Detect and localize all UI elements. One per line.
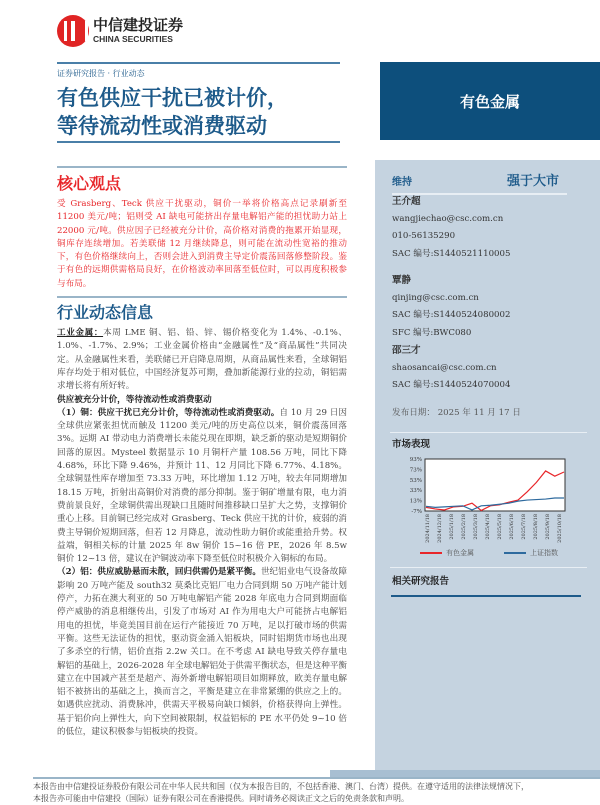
- analyst-email[interactable]: wangjiechao@csc.com.cn: [392, 213, 504, 224]
- y-tick-label: 33%: [409, 488, 422, 495]
- p1-label: 工业金属：: [57, 328, 104, 339]
- x-tick-label: 2025/4/18: [485, 514, 491, 540]
- analyst-email[interactable]: shaosancai@csc.com.cn: [392, 362, 497, 373]
- company-logo: [57, 12, 197, 50]
- analyst-phone: 010-56135290: [392, 231, 456, 241]
- x-tick-label: 2025/3/18: [473, 514, 479, 540]
- analyst-name: 覃静: [392, 275, 412, 286]
- divider: [57, 62, 340, 64]
- x-tick-label: 2025/10/18: [557, 514, 563, 543]
- y-tick-label: 93%: [409, 457, 422, 463]
- y-tick-label: 13%: [409, 498, 422, 505]
- legend-label: 上证指数: [530, 549, 558, 557]
- core-view-heading: 核心观点: [57, 174, 122, 193]
- market-chart: [395, 455, 575, 547]
- chart-legend: [420, 548, 558, 558]
- sub-heading: 供应被充分计价，等待流动性或消费驱动: [57, 394, 212, 405]
- x-tick-label: 2024/11/18: [425, 514, 431, 543]
- analyst-1: [392, 193, 572, 263]
- analyst-sac: SAC 编号:S1440521110005: [392, 248, 511, 259]
- legend-item: [420, 548, 474, 558]
- divider: [57, 296, 347, 298]
- y-tick-label: -7%: [411, 509, 422, 515]
- rating-value: 强于大市: [506, 174, 559, 189]
- disclaimer-line: 本报告由中信建投证券股份有限公司在中华人民共和国（仅为本报告目的，不包括香港、澳门、台湾）提供。在遵守适用的法律法规情况下，: [33, 782, 529, 791]
- x-tick-label: 2025/9/18: [545, 514, 551, 540]
- divider: [390, 432, 587, 433]
- divider: [57, 166, 347, 168]
- legend-swatch: [420, 552, 442, 554]
- analyst-2: [392, 272, 572, 395]
- x-tick-label: 2025/1/18: [449, 514, 455, 540]
- sector-box: 有色金属: [380, 62, 600, 140]
- market-heading: 市场表现: [392, 439, 431, 450]
- logo-icon: [57, 15, 89, 47]
- rating: [392, 170, 567, 195]
- p3-label: （2）铝：供应威胁悬而未散，回归供需仍是紧平衡。: [57, 567, 261, 578]
- analyst-sfc: SFC 编号:BWC080: [392, 327, 472, 338]
- x-tick-label: 2025/5/18: [497, 514, 503, 540]
- publish-date: 发布日期： 2025 年 11 月 17 日: [392, 408, 521, 418]
- divider: [390, 567, 587, 568]
- y-tick-label: 73%: [409, 467, 422, 474]
- logo-en: CHINA SECURITIES: [93, 34, 173, 45]
- legend-item: [504, 548, 558, 558]
- analyst-email[interactable]: qinjing@csc.com.cn: [392, 292, 479, 303]
- logo-cn: 中信建投证券: [93, 16, 184, 35]
- legend-swatch: [504, 552, 526, 554]
- p3-text: 世纪铝业电气设备故障影响 20 万吨产能及 south32 莫桑比克铝厂电力合同到期 50 万吨产能计划停产，力拓在澳大利亚的 50 万吨电解铝产能 2028 年底电力合同到期面临停产威胁的消息相继传出，引发了市场对 AI 作为用电大户可能挤占电解铝用电的担忧，毕竟美国目前在运行产能接近 70 万吨，足以打破市场的供需平衡。这些无法证伪的担忧，驱动资金涌入铝板块，同时铝期货市场也出现了多杀空的行情，铝价直指 2.2w 关口。在不考虑 AI 缺电导致关停存量电解铝的基础上，2026-2028 年全球电解铝处于供需平衡状态，但是这种平衡建立在中国减产甚至是超产、海外新增电解铝项目如期释放，欧美存量电解铝不被挤出的基础之上，换而言之，平衡是建立在非常紧绷的供应之上的。如遇供应扰动、消费脉冲，供需天平极易向缺口倾斜，价格获得向上弹性。基于铝价向上弹性大，向下空间被限制，权益铝标的 PE 水平仍处 9~10 倍的低位，建议积极参与铝板块的投资。: [57, 567, 348, 737]
- p1-text: 本周 LME 铜、铝、铅、锌、锡价格变化为 1.4%、-0.1%、1.0%、-1.7%、2.9%；工业金属价格由“金融属性”及“商品属性”共同决定。从金融属性来看，美联储已开启降息周期，从商品属性来看，全球铜铝库存均处于相对低位，中国经济复苏可期，叠加新能源行业的拉动，铜铝需求增长将有所好转。: [57, 328, 347, 392]
- plot-area: [425, 459, 565, 511]
- analyst-sac: SAC 编号:S1440524080002: [392, 310, 511, 320]
- x-tick-label: 2025/8/18: [533, 514, 539, 540]
- analyst-sac: SAC 编号:S1440524070004: [392, 380, 511, 390]
- footer-bar: [330, 770, 600, 777]
- industry-body: [57, 327, 347, 739]
- left-column: [57, 166, 347, 739]
- report-title: [57, 84, 288, 140]
- divider: [57, 141, 340, 143]
- x-tick-label: 2025/2/18: [461, 514, 467, 540]
- rating-label: 维持: [392, 177, 412, 188]
- x-tick-label: 2024/12/18: [437, 514, 443, 543]
- analyst-name: 邵三才: [392, 345, 421, 356]
- p2-label: （1）铜：供应干扰已充分计价，等待流动性或消费驱动。: [57, 407, 280, 418]
- disclaimer: [33, 781, 600, 805]
- p2-text: 自 10 月 29 日因全球供应紧张担忧而触及 11200 美元/吨的历史高位以来，铜价震荡回落 3%。远期 AI 带动电力消费增长未能兑现在即期，缺乏新的驱动是短期铜价回落的原因。Mysteel 数据显示 10 月铜杆产量 108.56 万吨，同比下降 4.68%，环比下降 9.46%，并预计 11、12 月同比下降 6.77%、4.18%。全球铜显性库存增加至 73.33 万吨，环比增加 1.12 万吨，较去年同期增加 18.15 万吨，折射出高铜价对消费的部分抑制。鉴于铜矿增量有限，电力消费前景良好，全球铜供需出现缺口且随时间推移缺口呈扩大之势，支撑铜价重心上移。目前铜已经完成对 Grasberg、Teck 供应干扰的计价，疲弱的消费主导铜价短期回落，但若 12 月降息，流动性助力铜价或能重拾升势。权益端，铜相关标的计量 2025 年 8w 铜价 15~16 倍 PE，2026 年 8.5w 铜价 12~13 倍，建议在沪铜波动率下降至低位时积极介入铜标的布局。: [57, 407, 347, 565]
- core-view-text: 受 Grasberg、Teck 供应干扰驱动，铜价一举将价格高点记录刷新至 11200 美元/吨；铝则受 AI 缺电可能挤出存量电解铝产能的担忧助力站上 22000 元/吨。供应因子已经被充分计价，高价格对消费的拖累开始显现，铜库存连续增加。若美联储 12 月继续降息，则可能在流动性宽裕的推动下，有色价格继续向上，否则会进入到消费主导定价震荡回落修整阶段。鉴于有色的远期供需格局良好，在价格波动率回落至低位时，可以再度积极参与布局。: [57, 199, 347, 289]
- y-tick-label: 53%: [409, 477, 422, 484]
- title-line-1: 有色供应干扰已被计价，: [57, 86, 288, 110]
- disclaimer-line: 本报告亦可能由中信建投（国际）证券有限公司在香港提供。同时请务必阅读正文之后的免责条款和声明。: [33, 794, 409, 803]
- report-type: 证券研究报告 · 行业动态: [57, 69, 145, 78]
- x-tick-label: 2025/7/18: [521, 514, 527, 540]
- related-heading: 相关研究报告: [392, 576, 450, 587]
- analyst-name: 王介超: [392, 196, 421, 207]
- legend-label: 有色金属: [446, 549, 474, 557]
- industry-heading: 行业动态信息: [57, 303, 154, 323]
- divider: [391, 595, 581, 597]
- title-line-2: 等待流动性或消费驱动: [57, 114, 267, 138]
- footer-divider: [33, 777, 600, 779]
- x-tick-label: 2025/6/18: [509, 514, 515, 540]
